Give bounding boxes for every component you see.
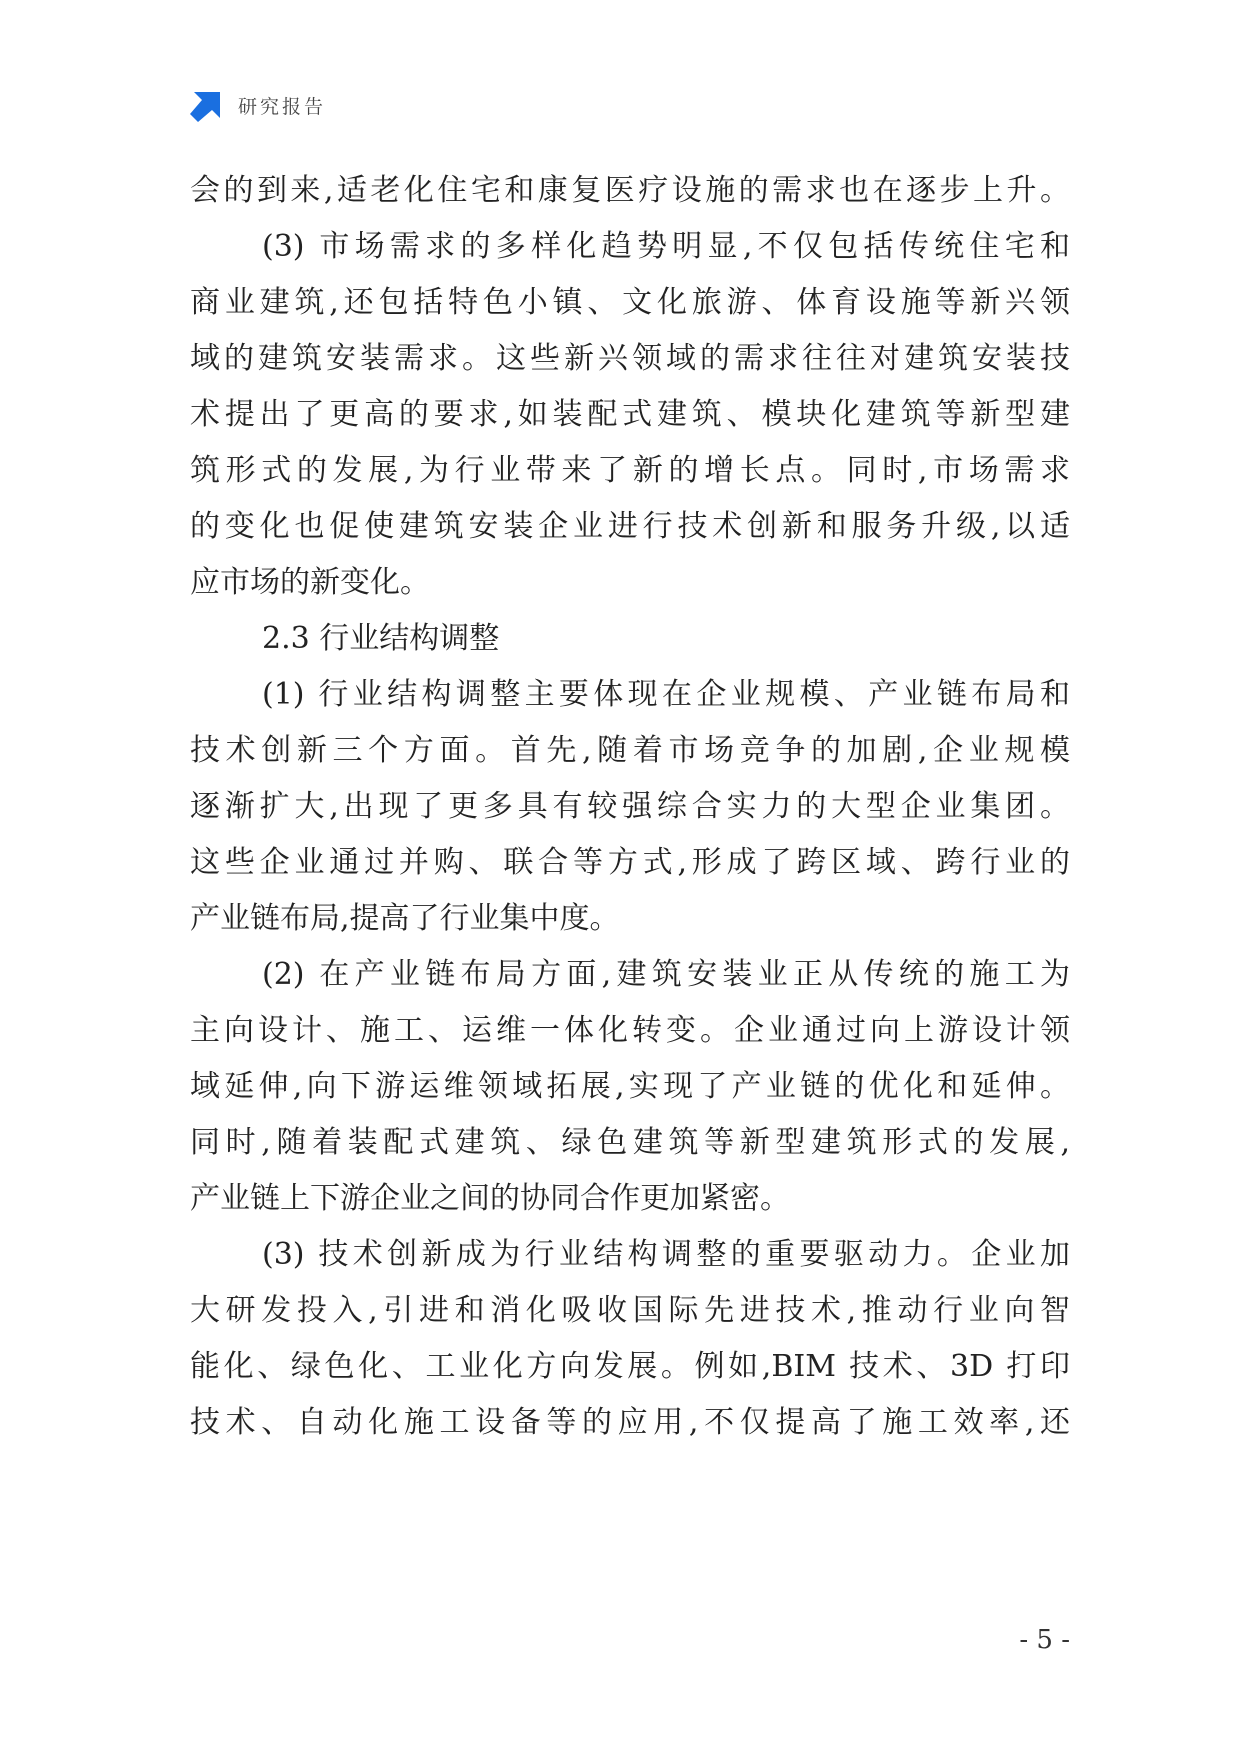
- text-line: 筑形式的发展,为行业带来了新的增长点。同时,市场需求: [190, 453, 1070, 488]
- text-line: 主向设计、施工、运维一体化转变。企业通过向上游设计领: [190, 1013, 1070, 1048]
- page-number: - 5 -: [1019, 1625, 1070, 1655]
- section-heading: 2.3 行业结构调整: [262, 621, 500, 656]
- text-line: (3) 市场需求的多样化趋势明显,不仅包括传统住宅和: [262, 229, 1070, 264]
- text-line: (1) 行业结构调整主要体现在企业规模、产业链布局和: [262, 677, 1070, 712]
- text-line: (3) 技术创新成为行业结构调整的重要驱动力。企业加: [262, 1237, 1070, 1272]
- text-line: 产业链上下游企业之间的协同合作更加紧密。: [190, 1181, 790, 1216]
- arrow-up-right-icon: [190, 88, 224, 122]
- text-line: 这些企业通过并购、联合等方式,形成了跨区域、跨行业的: [190, 845, 1070, 880]
- text-line: (2) 在产业链布局方面,建筑安装业正从传统的施工为: [262, 957, 1070, 992]
- text-line: 域的建筑安装需求。这些新兴领域的需求往往对建筑安装技: [190, 341, 1070, 376]
- text-line: 产业链布局,提高了行业集中度。: [190, 901, 620, 936]
- header-title: 研究报告: [238, 95, 327, 118]
- text-line: 应市场的新变化。: [190, 565, 430, 600]
- report-header: [190, 88, 326, 122]
- text-line: 技术、自动化施工设备等的应用,不仅提高了施工效率,还: [190, 1405, 1070, 1440]
- text-line: 大研发投入,引进和消化吸收国际先进技术,推动行业向智: [190, 1293, 1070, 1328]
- text-line: 同时,随着装配式建筑、绿色建筑等新型建筑形式的发展,: [190, 1125, 1070, 1160]
- text-line: 技术创新三个方面。首先,随着市场竞争的加剧,企业规模: [190, 733, 1070, 768]
- text-line: 逐渐扩大,出现了更多具有较强综合实力的大型企业集团。: [190, 789, 1070, 824]
- text-line: 会的到来,适老化住宅和康复医疗设施的需求也在逐步上升。: [190, 173, 1070, 208]
- text-line: 能化、绿色化、工业化方向发展。例如,BIM 技术、3D 打印: [190, 1349, 1070, 1384]
- text-line: 域延伸,向下游运维领域拓展,实现了产业链的优化和延伸。: [190, 1069, 1070, 1104]
- text-line: 商业建筑,还包括特色小镇、文化旅游、体育设施等新兴领: [190, 285, 1070, 320]
- text-line: 的变化也促使建筑安装企业进行技术创新和服务升级,以适: [190, 509, 1070, 544]
- text-line: 术提出了更高的要求,如装配式建筑、模块化建筑等新型建: [190, 397, 1070, 432]
